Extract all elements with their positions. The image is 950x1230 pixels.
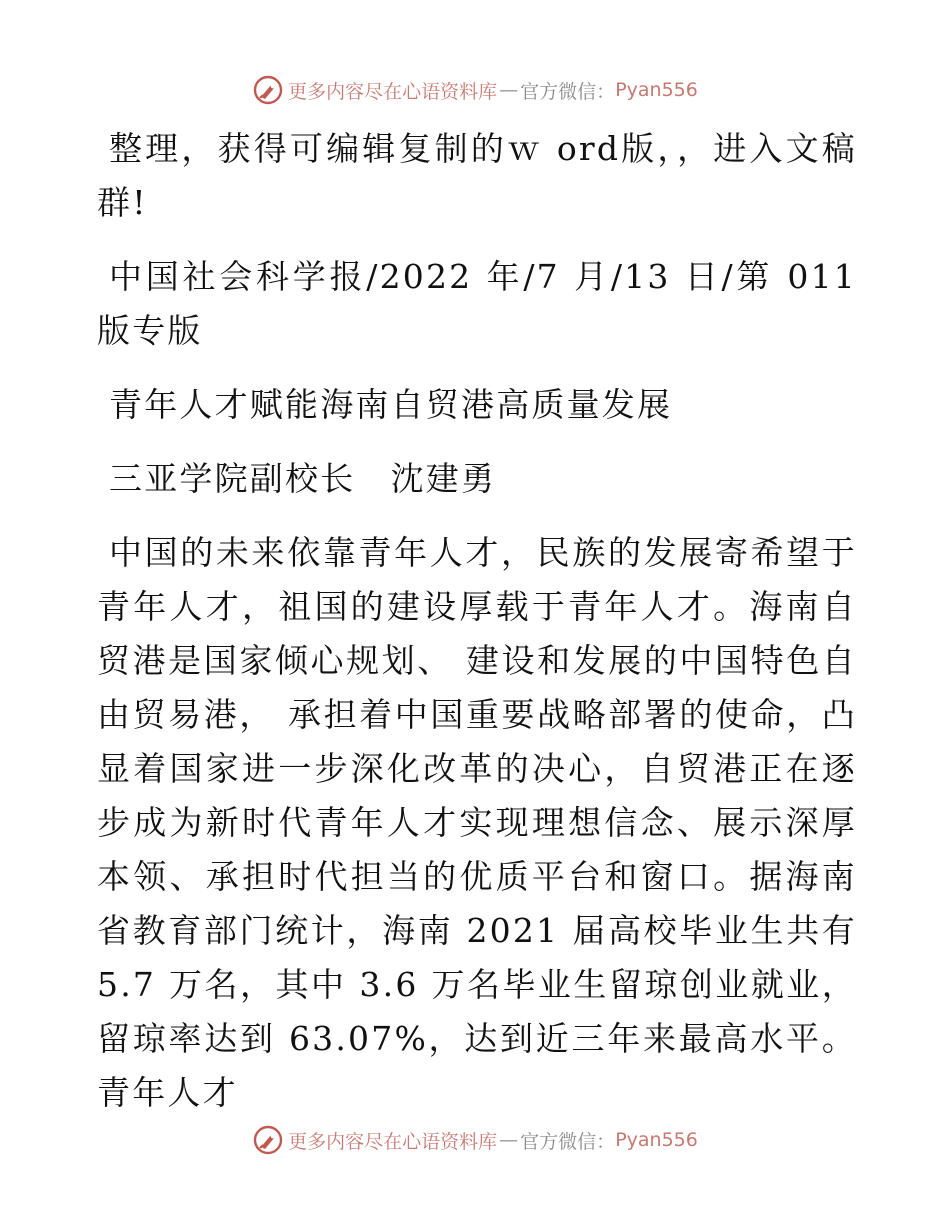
intro-paragraph: 整理，获得可编辑复制的ｗ ord版，，进入文稿群! (97, 129, 857, 222)
watermark-text: 更多内容尽在心语资料库 (288, 80, 498, 103)
body-paragraph: 中国的未来依靠青年人才，民族的发展寄希望于青年人才，祖国的建设厚载于青年人才。海南自贸港是国家倾心规划、 建设和发展的中国特色自由贸易港， 承担着中国重要战略部署的使命，凸显着国家进一步深化改革的决心，自贸港正在逐步成为新时代青年人才实现理想信念、展示深厚本领、承担时代担当的优质平台和窗口。据海南省教育部门统计，海南 2021 届高校毕业生共有 5.7 万名，其中 3.6 万名毕业生留琼创业就业，留琼率达到 63.07%，达到近三年来最高水平。青年人才 (97, 533, 857, 1112)
watermark-id: Pyan556 (615, 79, 698, 101)
author-line: 三亚学院副校长 沈建勇 (109, 459, 497, 498)
watermark-separator: — (499, 79, 519, 101)
document-body (97, 122, 857, 1120)
header-watermark (0, 72, 950, 108)
pen-nib-icon (252, 74, 284, 106)
article-title: 青年人才赋能海南自贸港高质量发展 (109, 385, 673, 424)
watermark-text: 更多内容尽在心语资料库 (288, 1130, 498, 1153)
footer-watermark (0, 1122, 950, 1158)
watermark-id: Pyan556 (615, 1129, 698, 1151)
watermark-separator: — (499, 1129, 519, 1151)
pen-nib-icon (252, 1124, 284, 1156)
watermark-label: 官方微信： (520, 80, 616, 103)
source-line: 中国社会科学报/2022 年/7 月/13 日/第 011 版专版 (97, 257, 857, 350)
watermark-label: 官方微信： (520, 1130, 616, 1153)
